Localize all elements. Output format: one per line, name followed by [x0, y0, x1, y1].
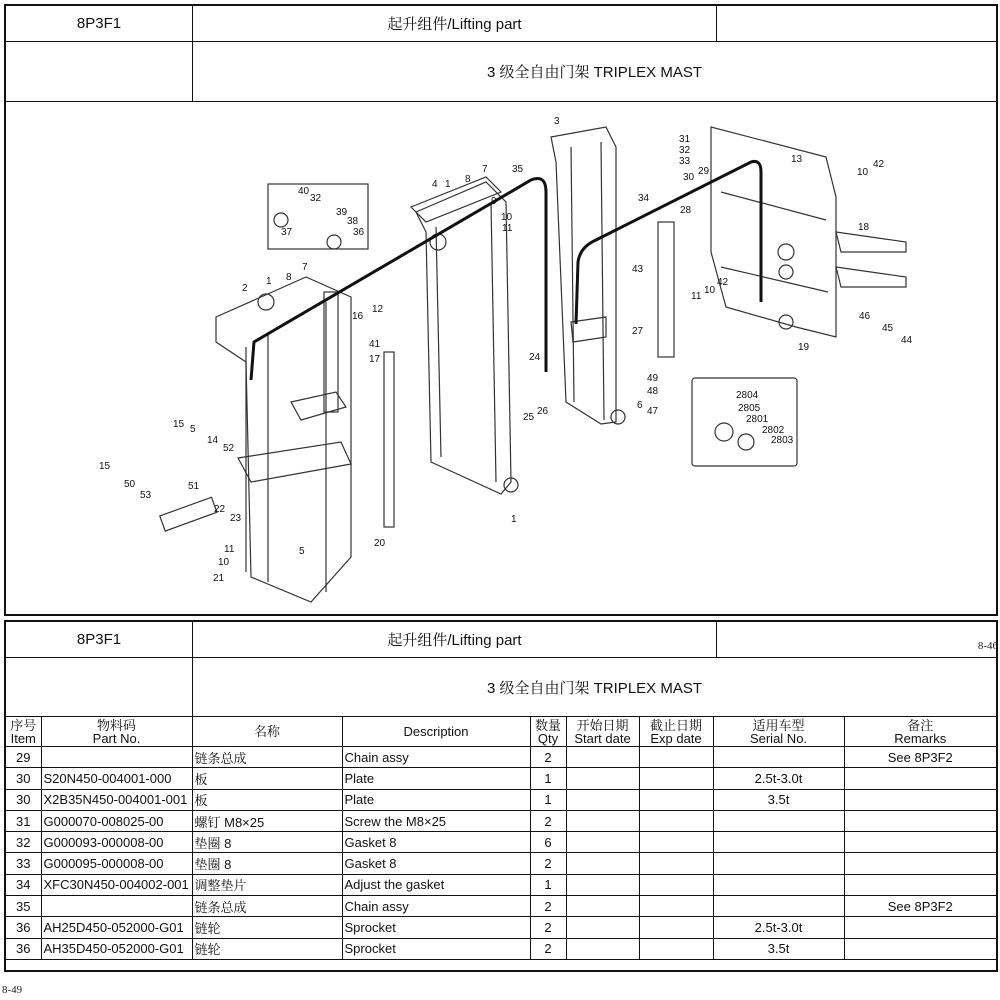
- svg-text:47: 47: [647, 406, 659, 417]
- svg-text:8: 8: [465, 174, 471, 185]
- svg-text:51: 51: [188, 481, 200, 492]
- svg-text:46: 46: [859, 311, 871, 322]
- cell-part: X2B35N450-004001-001: [41, 789, 192, 810]
- cell-name: 螺钉 M8×25: [192, 810, 342, 831]
- table-row: [6, 810, 996, 831]
- svg-text:7: 7: [302, 262, 308, 273]
- cell-desc: Screw the M8×25: [342, 810, 530, 831]
- svg-text:31: 31: [679, 134, 691, 145]
- svg-text:24: 24: [529, 352, 541, 363]
- cell-item: 36: [6, 917, 41, 938]
- cell-desc: Gasket 8: [342, 853, 530, 874]
- table-header-row: [6, 717, 996, 747]
- svg-text:3: 3: [554, 116, 560, 127]
- cell-serial: 3.5t: [713, 938, 844, 959]
- svg-text:1: 1: [511, 514, 517, 525]
- cell-part: G000095-000008-00: [41, 853, 192, 874]
- bottom-subtitle-row: [6, 658, 996, 716]
- svg-text:1: 1: [266, 276, 272, 287]
- cell-part: G000070-008025-00: [41, 810, 192, 831]
- cell-item: 30: [6, 789, 41, 810]
- exploded-parts-diagram: [6, 102, 996, 614]
- top-code: 8P3F1: [76, 15, 122, 32]
- bottom-subtitle: 3 级全自由门架 TRIPLEX MAST: [192, 658, 996, 716]
- cell-remarks: [844, 874, 996, 895]
- cell-start: [566, 768, 639, 789]
- top-subtitle: 3 级全自由门架 TRIPLEX MAST: [192, 42, 996, 101]
- col-remarks: 备注 Remarks: [844, 717, 996, 747]
- svg-text:17: 17: [369, 354, 381, 365]
- cell-name: 链轮: [192, 938, 342, 959]
- cell-remarks: See 8P3F2: [844, 747, 996, 768]
- cell-desc: Plate: [342, 789, 530, 810]
- svg-text:23: 23: [230, 513, 242, 524]
- svg-text:33: 33: [679, 156, 691, 167]
- svg-text:29: 29: [698, 166, 710, 177]
- cell-start: [566, 938, 639, 959]
- cell-remarks: [844, 789, 996, 810]
- cell-item: 36: [6, 938, 41, 959]
- top-subtitle-row: [6, 42, 996, 102]
- cell-part: [41, 896, 192, 917]
- cell-exp: [639, 747, 713, 768]
- cell-exp: [639, 810, 713, 831]
- cell-qty: 2: [530, 938, 566, 959]
- svg-text:16: 16: [352, 311, 364, 322]
- svg-text:41: 41: [369, 339, 381, 350]
- svg-text:26: 26: [537, 406, 549, 417]
- cell-start: [566, 896, 639, 917]
- svg-text:20: 20: [374, 538, 386, 549]
- cell-desc: Chain assy: [342, 747, 530, 768]
- col-description: Description: [342, 717, 530, 747]
- diagram-section: [4, 4, 998, 616]
- cell-remarks: [844, 853, 996, 874]
- svg-text:21: 21: [213, 573, 225, 584]
- cell-part: S20N450-004001-000: [41, 768, 192, 789]
- table-row: [6, 789, 996, 810]
- svg-text:36: 36: [353, 227, 365, 238]
- svg-text:4: 4: [432, 179, 438, 190]
- cell-part: AH35D450-052000-G01: [41, 938, 192, 959]
- cell-name: 链条总成: [192, 747, 342, 768]
- cell-item: 30: [6, 768, 41, 789]
- col-item: 序号 Item: [6, 717, 41, 747]
- cell-qty: 2: [530, 810, 566, 831]
- cell-name: 调整垫片: [192, 874, 342, 895]
- table-row: [6, 853, 996, 874]
- cell-desc: Plate: [342, 768, 530, 789]
- cell-start: [566, 789, 639, 810]
- cell-desc: Gasket 8: [342, 832, 530, 853]
- svg-text:12: 12: [372, 304, 384, 315]
- cell-desc: Sprocket: [342, 938, 530, 959]
- cell-remarks: [844, 938, 996, 959]
- cell-item: 29: [6, 747, 41, 768]
- svg-text:48: 48: [647, 386, 659, 397]
- svg-text:37: 37: [281, 227, 293, 238]
- bottom-header-row: [6, 622, 996, 658]
- svg-text:30: 30: [683, 172, 695, 183]
- cell-qty: 1: [530, 874, 566, 895]
- svg-text:28: 28: [680, 205, 692, 216]
- svg-text:15: 15: [173, 419, 185, 430]
- cell-item: 32: [6, 832, 41, 853]
- svg-text:40: 40: [298, 186, 310, 197]
- svg-text:10: 10: [857, 167, 869, 178]
- cell-serial: [713, 810, 844, 831]
- svg-text:11: 11: [502, 223, 513, 234]
- svg-text:5: 5: [299, 546, 305, 557]
- svg-text:13: 13: [791, 154, 803, 165]
- svg-text:53: 53: [140, 490, 152, 501]
- parts-list-section: [4, 620, 998, 972]
- col-exp-date: 截止日期 Exp date: [639, 717, 713, 747]
- cell-remarks: [844, 917, 996, 938]
- parts-table: [6, 716, 996, 960]
- cell-exp: [639, 768, 713, 789]
- svg-text:34: 34: [638, 193, 650, 204]
- cell-start: [566, 747, 639, 768]
- cell-name: 垫圈 8: [192, 853, 342, 874]
- top-title: 起升组件/Lifting part: [192, 6, 716, 41]
- cell-serial: [713, 747, 844, 768]
- svg-text:10: 10: [218, 557, 230, 568]
- cell-part: G000093-000008-00: [41, 832, 192, 853]
- cell-qty: 2: [530, 896, 566, 917]
- svg-text:50: 50: [124, 479, 136, 490]
- svg-text:2804: 2804: [736, 390, 759, 401]
- bottom-code: 8P3F1: [76, 631, 122, 648]
- table-row: [6, 832, 996, 853]
- svg-text:2803: 2803: [771, 435, 794, 446]
- cell-desc: Chain assy: [342, 896, 530, 917]
- svg-text:38: 38: [347, 216, 359, 227]
- cell-item: 31: [6, 810, 41, 831]
- svg-text:15: 15: [99, 461, 111, 472]
- svg-text:2801: 2801: [746, 414, 769, 425]
- svg-text:11: 11: [224, 544, 235, 555]
- svg-text:19: 19: [798, 342, 810, 353]
- cell-exp: [639, 896, 713, 917]
- cell-name: 链轮: [192, 917, 342, 938]
- cell-remarks: [844, 810, 996, 831]
- svg-text:2: 2: [242, 283, 248, 294]
- cell-start: [566, 874, 639, 895]
- cell-exp: [639, 938, 713, 959]
- cell-serial: 2.5t-3.0t: [713, 917, 844, 938]
- svg-text:22: 22: [214, 504, 226, 515]
- col-qty: 数量 Qty: [530, 717, 566, 747]
- cell-qty: 1: [530, 789, 566, 810]
- table-row: [6, 768, 996, 789]
- table-row: [6, 747, 996, 768]
- cell-part: AH25D450-052000-G01: [41, 917, 192, 938]
- svg-text:2805: 2805: [738, 403, 761, 414]
- svg-text:52: 52: [223, 443, 235, 454]
- cell-serial: 2.5t-3.0t: [713, 768, 844, 789]
- table-row: [6, 917, 996, 938]
- cell-serial: [713, 874, 844, 895]
- svg-text:25: 25: [523, 412, 535, 423]
- cell-name: 板: [192, 789, 342, 810]
- bottom-title: 起升组件/Lifting part: [192, 622, 716, 657]
- top-header-row: [6, 6, 996, 42]
- cell-serial: [713, 896, 844, 917]
- cell-qty: 2: [530, 853, 566, 874]
- table-row: [6, 896, 996, 917]
- cell-item: 35: [6, 896, 41, 917]
- svg-text:7: 7: [482, 164, 488, 175]
- parts-table-body: [6, 747, 996, 960]
- svg-text:5: 5: [190, 424, 196, 435]
- top-header-blank: [716, 6, 996, 41]
- cell-qty: 2: [530, 917, 566, 938]
- cell-serial: 3.5t: [713, 789, 844, 810]
- cell-part: [41, 747, 192, 768]
- svg-text:32: 32: [679, 145, 691, 156]
- cell-remarks: [844, 768, 996, 789]
- cell-start: [566, 853, 639, 874]
- cell-remarks: See 8P3F2: [844, 896, 996, 917]
- svg-text:27: 27: [632, 326, 644, 337]
- cell-item: 33: [6, 853, 41, 874]
- side-page-number: 8-46: [977, 640, 998, 652]
- cell-serial: [713, 832, 844, 853]
- svg-text:42: 42: [873, 159, 885, 170]
- cell-desc: Sprocket: [342, 917, 530, 938]
- cell-part: XFC30N450-004002-001: [41, 874, 192, 895]
- cell-name: 垫圈 8: [192, 832, 342, 853]
- col-serial-no: 适用车型 Serial No.: [713, 717, 844, 747]
- cell-exp: [639, 874, 713, 895]
- svg-text:1: 1: [445, 179, 451, 190]
- svg-text:6: 6: [637, 400, 643, 411]
- col-part-no: 物料码 Part No.: [41, 717, 192, 747]
- cell-desc: Adjust the gasket: [342, 874, 530, 895]
- svg-text:32: 32: [310, 193, 322, 204]
- svg-text:10: 10: [501, 212, 513, 223]
- svg-text:44: 44: [901, 335, 913, 346]
- svg-text:8: 8: [286, 272, 292, 283]
- svg-text:2802: 2802: [762, 425, 785, 436]
- col-start-date: 开始日期 Start date: [566, 717, 639, 747]
- svg-text:43: 43: [632, 264, 644, 275]
- cell-name: 链条总成: [192, 896, 342, 917]
- svg-text:42: 42: [717, 277, 729, 288]
- cell-exp: [639, 853, 713, 874]
- cell-remarks: [844, 832, 996, 853]
- footer-page-number: 8-49: [2, 984, 23, 996]
- cell-exp: [639, 832, 713, 853]
- col-name: 名称: [192, 717, 342, 747]
- svg-text:10: 10: [704, 285, 716, 296]
- svg-text:39: 39: [336, 207, 348, 218]
- bottom-header-blank: [716, 622, 996, 657]
- cell-qty: 6: [530, 832, 566, 853]
- cell-exp: [639, 789, 713, 810]
- cell-exp: [639, 917, 713, 938]
- svg-text:11: 11: [691, 291, 702, 302]
- svg-text:18: 18: [858, 222, 870, 233]
- cell-qty: 2: [530, 747, 566, 768]
- cell-serial: [713, 853, 844, 874]
- svg-text:9: 9: [491, 196, 497, 207]
- svg-text:35: 35: [512, 164, 524, 175]
- svg-text:49: 49: [647, 373, 659, 384]
- svg-text:45: 45: [882, 323, 894, 334]
- cell-start: [566, 810, 639, 831]
- cell-item: 34: [6, 874, 41, 895]
- table-row: [6, 938, 996, 959]
- svg-text:14: 14: [207, 435, 219, 446]
- cell-start: [566, 917, 639, 938]
- cell-start: [566, 832, 639, 853]
- table-row: [6, 874, 996, 895]
- cell-qty: 1: [530, 768, 566, 789]
- cell-name: 板: [192, 768, 342, 789]
